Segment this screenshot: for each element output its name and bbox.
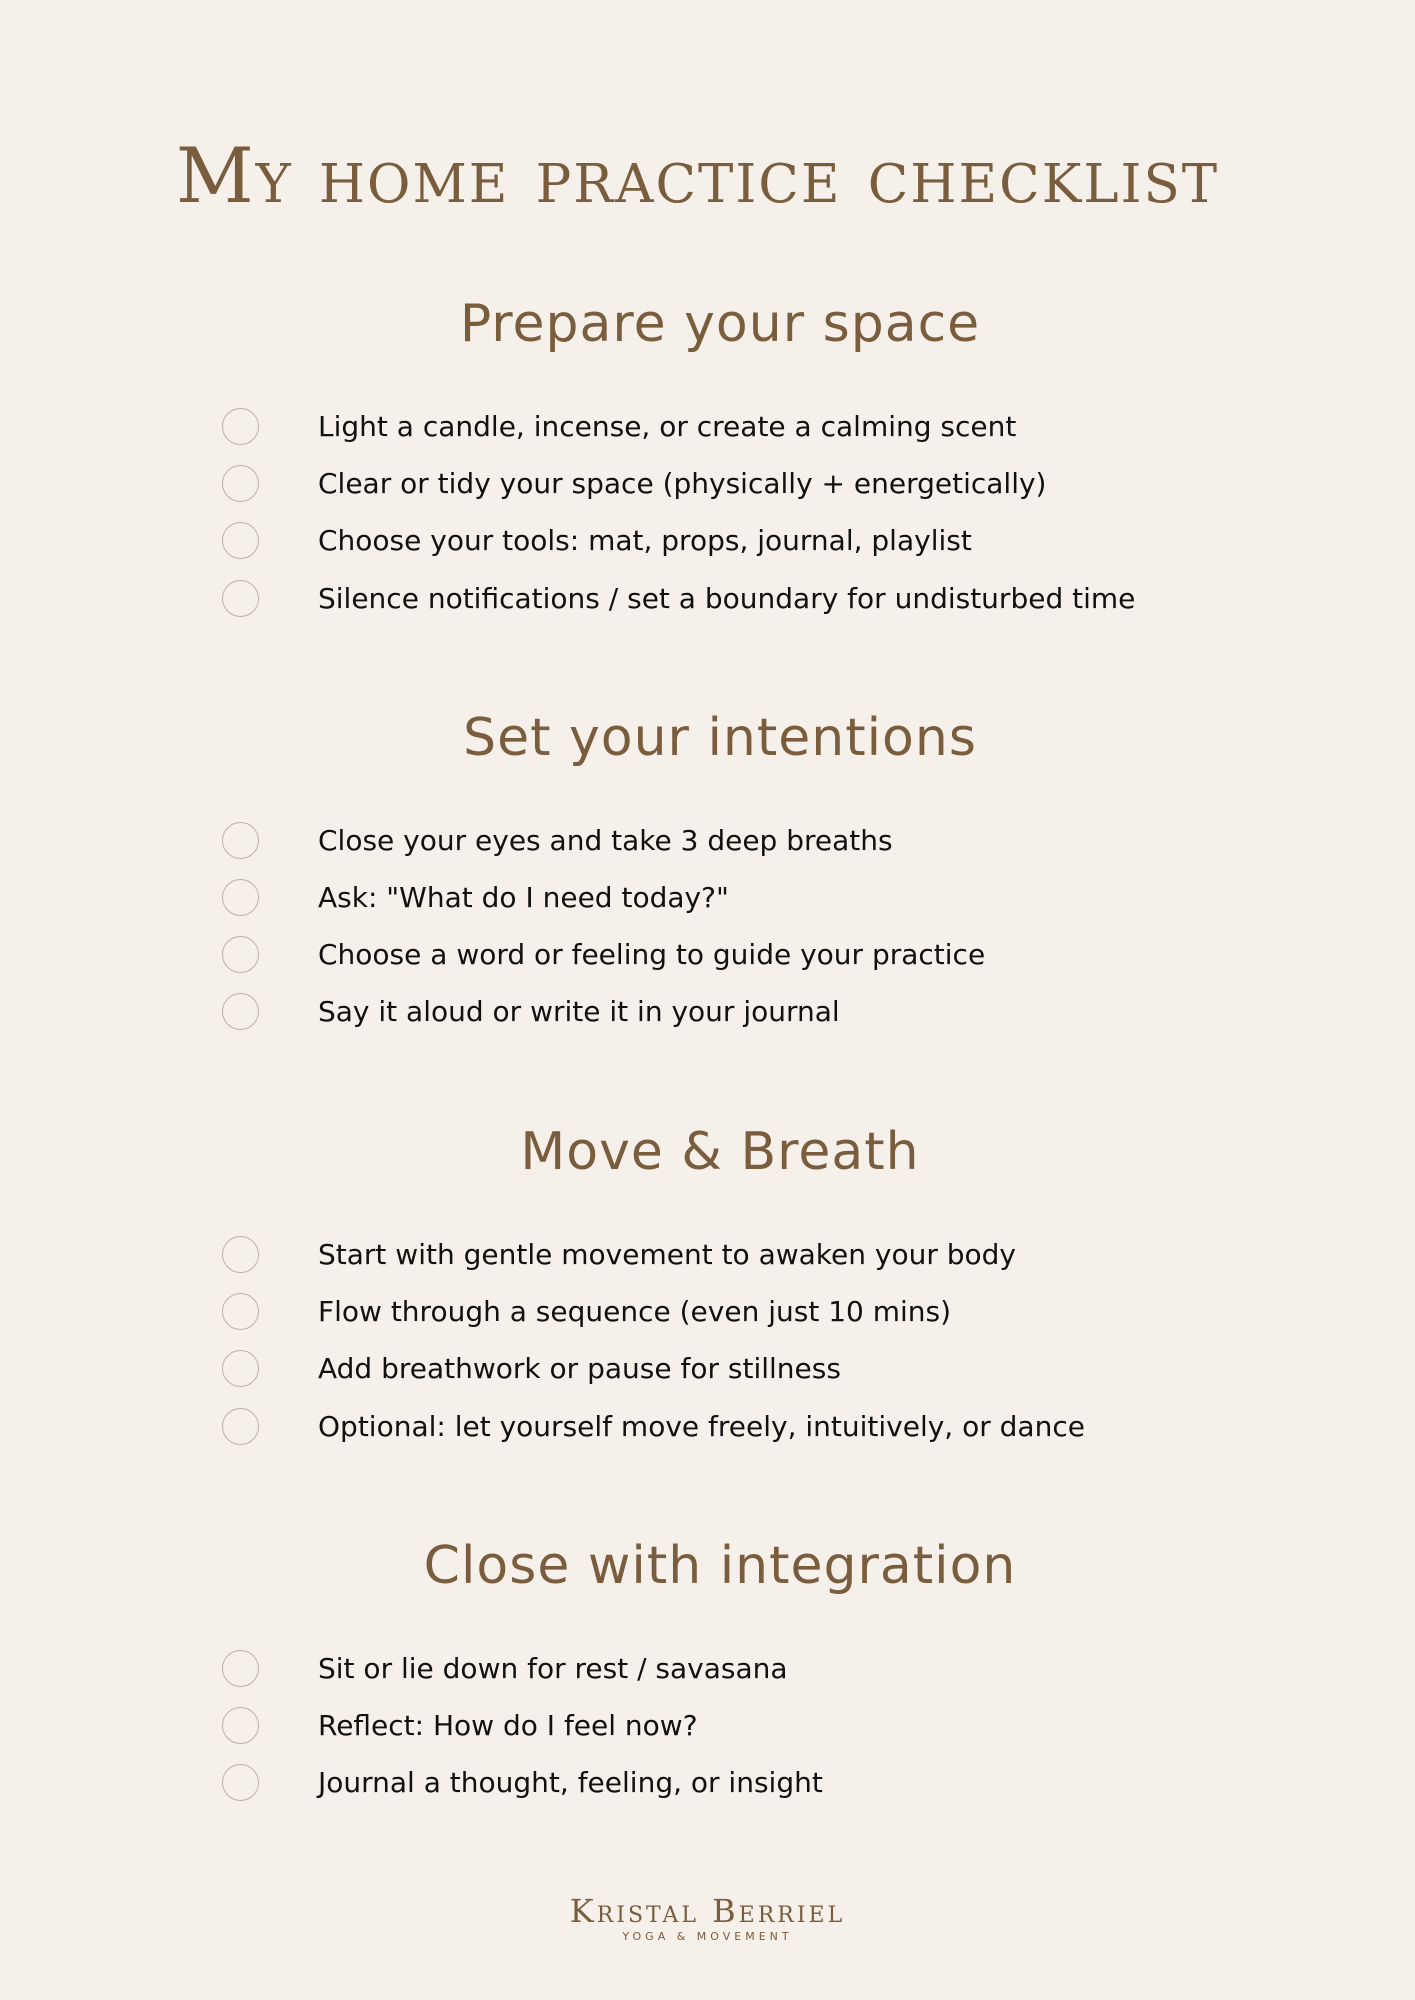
brand-tagline: YOGA & MOVEMENT — [622, 1930, 793, 1943]
checklist-item-label: Add breathwork or pause for stillness — [318, 1352, 841, 1385]
checkbox-circle-icon[interactable] — [222, 580, 259, 617]
checkbox-circle-icon[interactable] — [222, 465, 259, 502]
section-heading-prepare-space: Prepare your space — [459, 294, 981, 354]
checklist-item-label: Reflect: How do I feel now? — [318, 1709, 698, 1742]
checkbox-circle-icon[interactable] — [222, 1293, 259, 1330]
checklist-item[interactable] — [0, 1234, 1415, 1278]
checkbox-circle-icon[interactable] — [222, 822, 259, 859]
checklist-item-label: Say it aloud or write it in your journal — [318, 995, 840, 1028]
checkbox-circle-icon[interactable] — [222, 936, 259, 973]
checklist-item[interactable] — [0, 463, 1415, 507]
brand-logo — [0, 1892, 1415, 1943]
section-heading-close-integration: Close with integration — [423, 1536, 1017, 1596]
checklist-item[interactable] — [0, 991, 1415, 1035]
checkbox-circle-icon[interactable] — [222, 993, 259, 1030]
checklist-item-label: Choose your tools: mat, props, journal, playlist — [318, 524, 972, 557]
checklist-item-label: Optional: let yourself move freely, intuitively, or dance — [318, 1410, 1085, 1443]
brand-name: Kristal Berriel — [569, 1892, 846, 1930]
section-heading-move-breath: Move & Breath — [520, 1122, 920, 1182]
checklist-item[interactable] — [0, 578, 1415, 622]
checkbox-circle-icon[interactable] — [222, 1350, 259, 1387]
checklist-item[interactable] — [0, 1348, 1415, 1392]
checkbox-circle-icon[interactable] — [222, 1236, 259, 1273]
checklist-item[interactable] — [0, 1762, 1415, 1806]
checklist-item[interactable] — [0, 1406, 1415, 1450]
checklist-item-label: Sit or lie down for rest / savasana — [318, 1652, 788, 1685]
checkbox-circle-icon[interactable] — [222, 1764, 259, 1801]
checklist-item-label: Start with gentle movement to awaken your body — [318, 1238, 1016, 1271]
checkbox-circle-icon[interactable] — [222, 408, 259, 445]
checkbox-circle-icon[interactable] — [222, 879, 259, 916]
checklist-item[interactable] — [0, 520, 1415, 564]
checkbox-circle-icon[interactable] — [222, 1408, 259, 1445]
checklist-item[interactable] — [0, 934, 1415, 978]
checklist-item-label: Silence notifications / set a boundary for undisturbed time — [318, 582, 1136, 615]
checklist-item-label: Close your eyes and take 3 deep breaths — [318, 824, 893, 857]
checklist-item-label: Light a candle, incense, or create a calming scent — [318, 410, 1017, 443]
checklist-item[interactable] — [0, 877, 1415, 921]
checklist-item-label: Journal a thought, feeling, or insight — [318, 1766, 823, 1799]
checklist-item[interactable] — [0, 1648, 1415, 1692]
checklist-item[interactable] — [0, 1705, 1415, 1749]
checklist-item[interactable] — [0, 820, 1415, 864]
section-heading-set-intentions: Set your intentions — [463, 708, 977, 768]
checklist-item-label: Flow through a sequence (even just 10 mins) — [318, 1295, 952, 1328]
checklist-item-label: Choose a word or feeling to guide your practice — [318, 938, 986, 971]
checklist-item-label: Clear or tidy your space (physically + energetically) — [318, 467, 1047, 500]
checkbox-circle-icon[interactable] — [222, 1707, 259, 1744]
page-title: My home practice checklist — [175, 131, 1220, 220]
checklist-item[interactable] — [0, 406, 1415, 450]
checklist-item[interactable] — [0, 1291, 1415, 1335]
checkbox-circle-icon[interactable] — [222, 1650, 259, 1687]
checklist-item-label: Ask: "What do I need today?" — [318, 881, 729, 914]
checkbox-circle-icon[interactable] — [222, 522, 259, 559]
